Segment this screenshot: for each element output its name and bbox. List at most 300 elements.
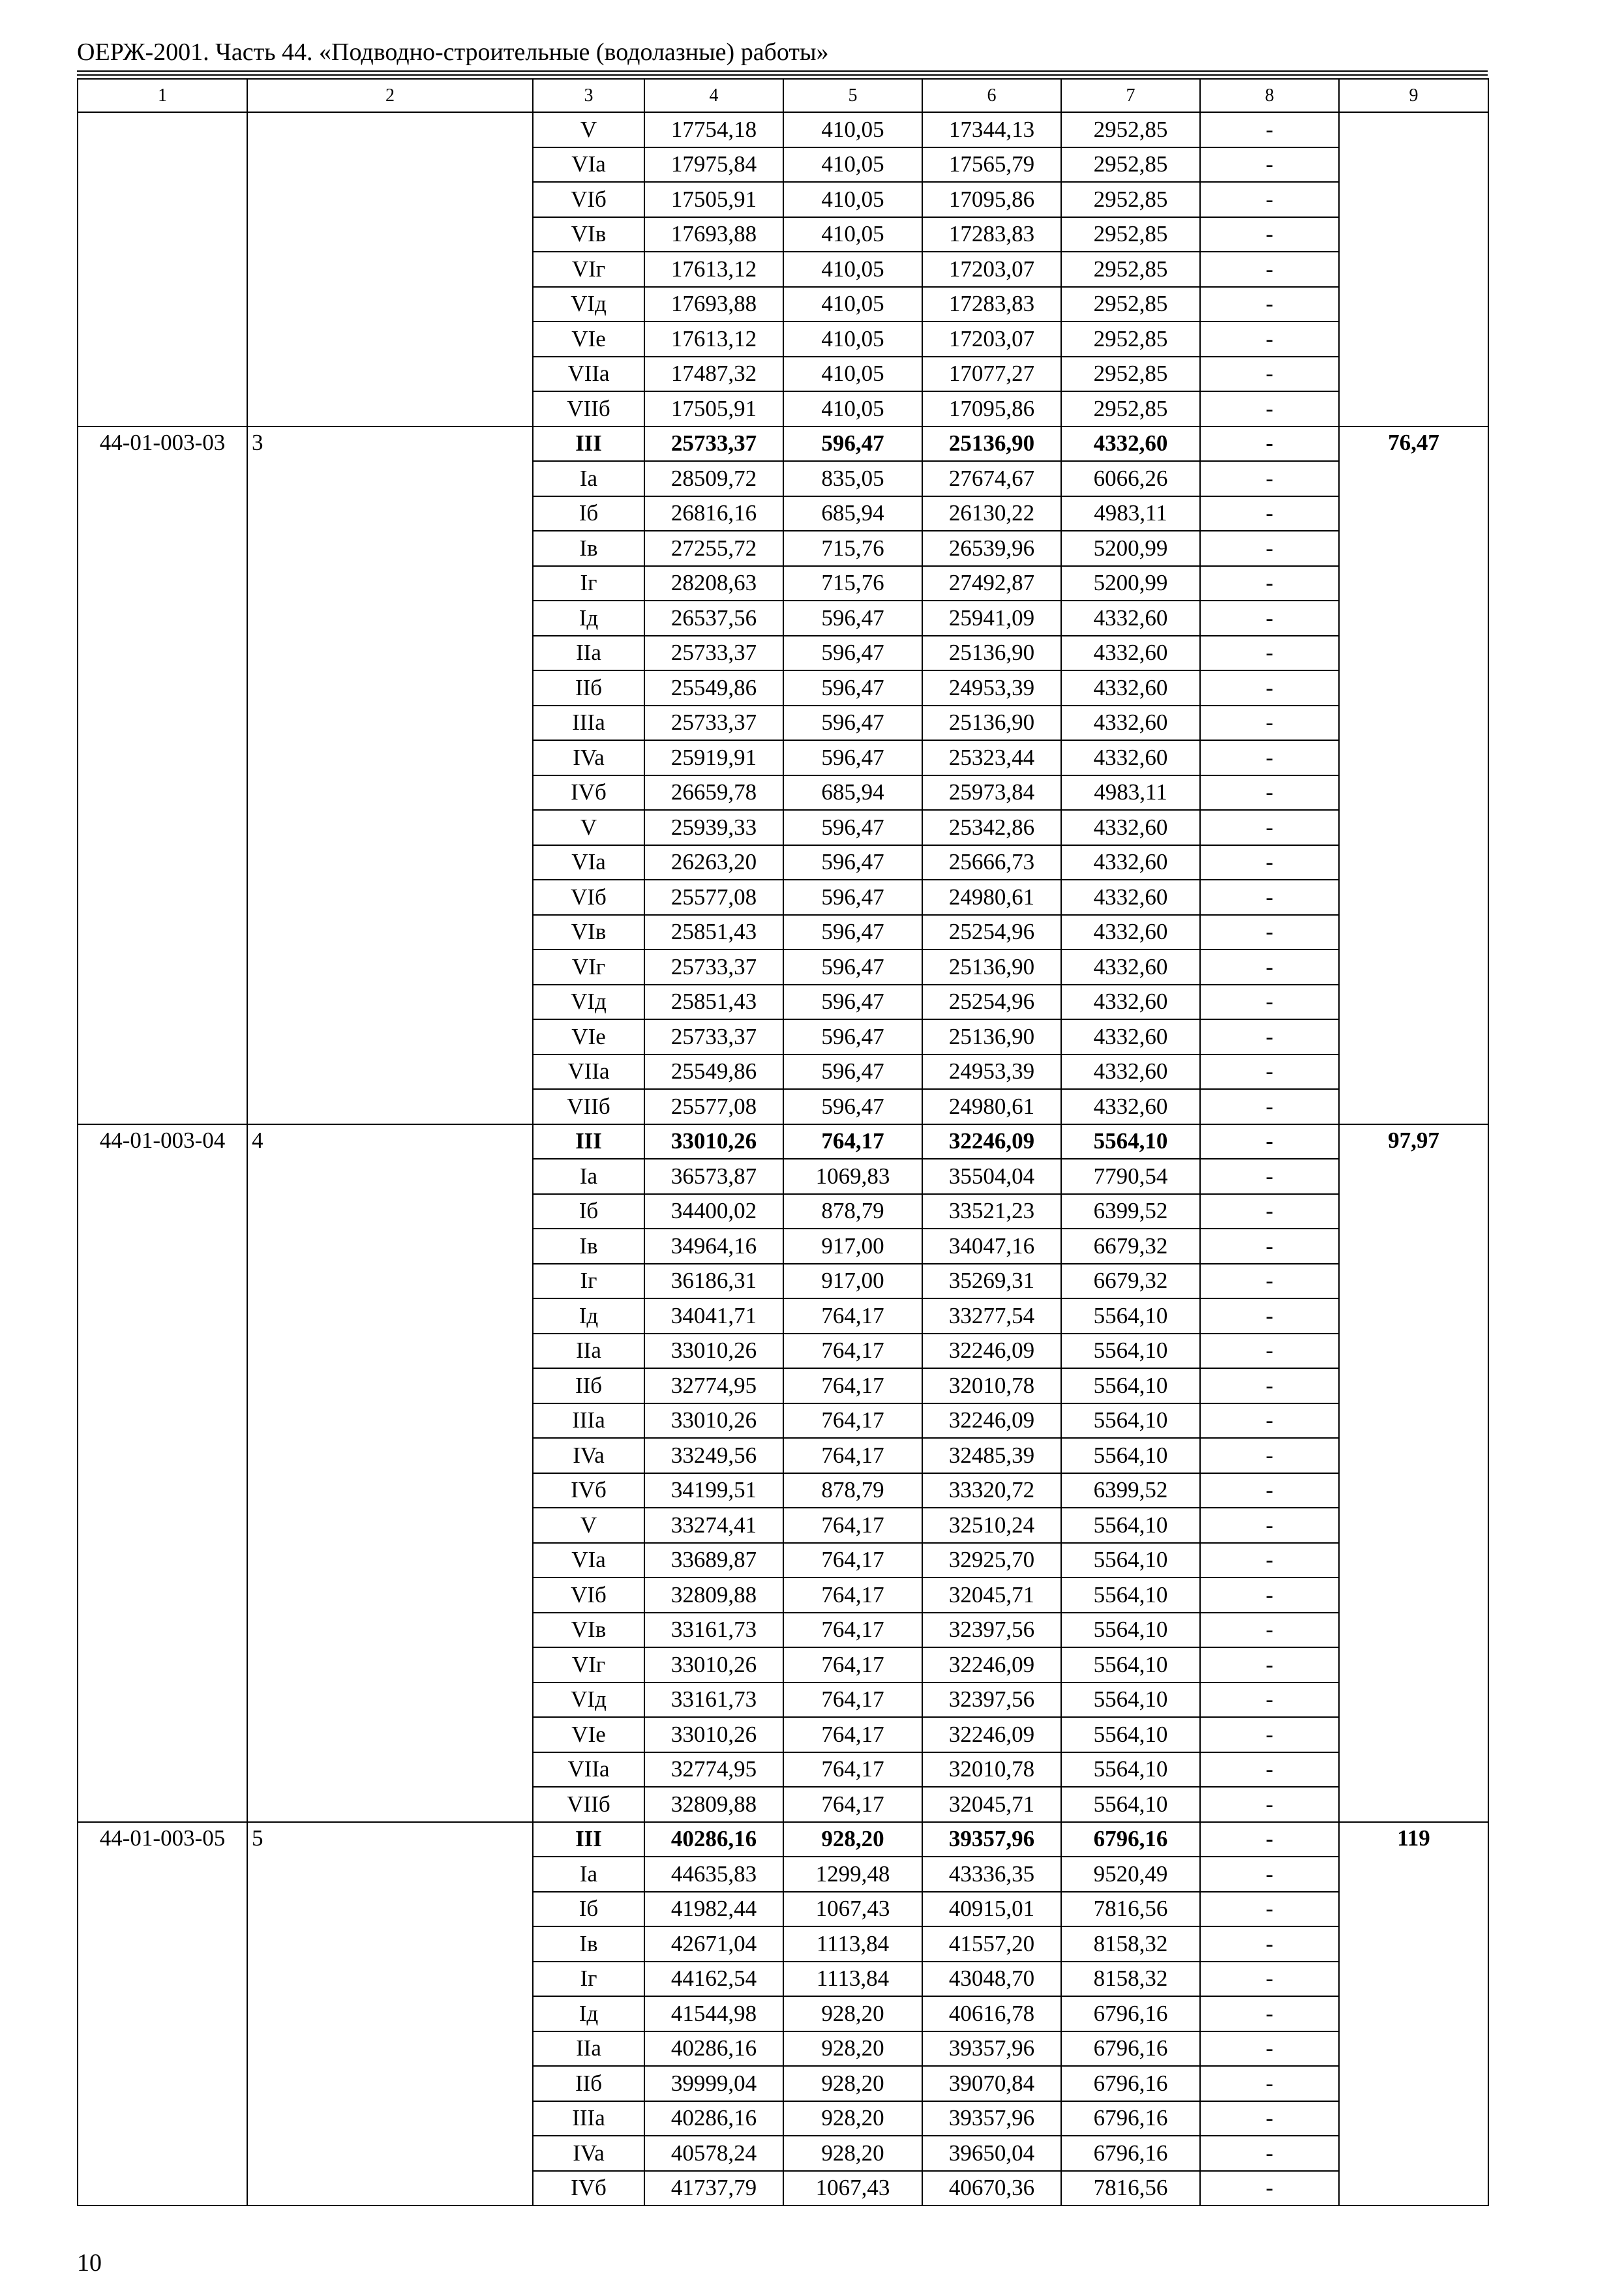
zone-cell: III [533, 1124, 644, 1159]
wage-cost-cell: 685,94 [783, 775, 922, 811]
zone-cell: Iд [533, 601, 644, 636]
total-cost-cell: 41982,44 [644, 1892, 783, 1927]
zone-cell: VIIб [533, 391, 644, 426]
operator-wage-cell: 5564,10 [1061, 1578, 1200, 1613]
operator-wage-cell: 2952,85 [1061, 217, 1200, 252]
wage-cost-cell: 1299,48 [783, 1857, 922, 1892]
machine-cost-cell: 25136,90 [922, 426, 1061, 462]
material-cost-cell: - [1200, 252, 1339, 287]
zone-cell: VIб [533, 1578, 644, 1613]
table-row-main [78, 426, 1488, 462]
machine-cost-cell: 32246,09 [922, 1334, 1061, 1369]
wage-cost-cell: 410,05 [783, 357, 922, 392]
zone-cell: VIг [533, 950, 644, 985]
machine-cost-cell: 25342,86 [922, 810, 1061, 845]
zone-cell: VIe [533, 322, 644, 357]
zone-cell: VIв [533, 915, 644, 950]
total-cost-cell: 25577,08 [644, 1089, 783, 1124]
rate-name-cell: 4 [247, 1124, 533, 1822]
wage-cost-cell: 878,79 [783, 1194, 922, 1229]
wage-cost-cell: 410,05 [783, 287, 922, 322]
total-cost-cell: 33010,26 [644, 1124, 783, 1159]
zone-cell: VIв [533, 217, 644, 252]
zone-cell: VIд [533, 985, 644, 1020]
machine-cost-cell: 24953,39 [922, 670, 1061, 706]
wage-cost-cell: 596,47 [783, 950, 922, 985]
material-cost-cell: - [1200, 1473, 1339, 1508]
wage-cost-cell: 917,00 [783, 1264, 922, 1299]
wage-cost-cell: 596,47 [783, 670, 922, 706]
operator-wage-cell: 2952,85 [1061, 182, 1200, 217]
total-cost-cell: 17505,91 [644, 182, 783, 217]
operator-wage-cell: 5564,10 [1061, 1124, 1200, 1159]
material-cost-cell: - [1200, 1264, 1339, 1299]
material-cost-cell: - [1200, 2136, 1339, 2171]
zone-cell: Iв [533, 1229, 644, 1264]
wage-cost-cell: 596,47 [783, 810, 922, 845]
machine-cost-cell: 41557,20 [922, 1926, 1061, 1962]
material-cost-cell: - [1200, 915, 1339, 950]
operator-wage-cell: 4332,60 [1061, 810, 1200, 845]
zone-cell: IVa [533, 740, 644, 775]
total-cost-cell: 34199,51 [644, 1473, 783, 1508]
wage-cost-cell: 764,17 [783, 1298, 922, 1334]
total-cost-cell: 40286,16 [644, 1822, 783, 1857]
zone-cell: Iб [533, 1892, 644, 1927]
wage-cost-cell: 715,76 [783, 531, 922, 566]
zone-cell: VIa [533, 845, 644, 880]
material-cost-cell: - [1200, 182, 1339, 217]
wage-cost-cell: 764,17 [783, 1124, 922, 1159]
operator-wage-cell: 4983,11 [1061, 496, 1200, 531]
unit-weight-cell: 97,97 [1339, 1124, 1488, 1822]
operator-wage-cell: 7816,56 [1061, 1892, 1200, 1927]
total-cost-cell: 25919,91 [644, 740, 783, 775]
material-cost-cell: - [1200, 1787, 1339, 1822]
machine-cost-cell: 25136,90 [922, 706, 1061, 741]
total-cost-cell: 25733,37 [644, 950, 783, 985]
operator-wage-cell: 5564,10 [1061, 1683, 1200, 1718]
total-cost-cell: 40286,16 [644, 2031, 783, 2067]
total-cost-cell: 17975,84 [644, 147, 783, 183]
material-cost-cell: - [1200, 1892, 1339, 1927]
total-cost-cell: 40286,16 [644, 2101, 783, 2136]
machine-cost-cell: 32045,71 [922, 1578, 1061, 1613]
material-cost-cell: - [1200, 461, 1339, 496]
material-cost-cell: - [1200, 217, 1339, 252]
zone-cell: VIe [533, 1717, 644, 1752]
wage-cost-cell: 596,47 [783, 880, 922, 915]
total-cost-cell: 17487,32 [644, 357, 783, 392]
header-rule-bottom [77, 74, 1488, 76]
total-cost-cell: 41737,79 [644, 2171, 783, 2206]
material-cost-cell: - [1200, 1647, 1339, 1683]
operator-wage-cell: 2952,85 [1061, 252, 1200, 287]
total-cost-cell: 32774,95 [644, 1752, 783, 1788]
wage-cost-cell: 410,05 [783, 391, 922, 426]
material-cost-cell: - [1200, 2066, 1339, 2101]
material-cost-cell: - [1200, 1019, 1339, 1055]
page-header-title: ОЕРЖ-2001. Часть 44. «Подводно-строительные (водолазные) работы» [77, 38, 829, 66]
material-cost-cell: - [1200, 706, 1339, 741]
material-cost-cell: - [1200, 1996, 1339, 2031]
operator-wage-cell: 5564,10 [1061, 1543, 1200, 1578]
operator-wage-cell: 4332,60 [1061, 426, 1200, 462]
wage-cost-cell: 685,94 [783, 496, 922, 531]
zone-cell: VIa [533, 147, 644, 183]
total-cost-cell: 25733,37 [644, 1019, 783, 1055]
machine-cost-cell: 17283,83 [922, 217, 1061, 252]
operator-wage-cell: 5200,99 [1061, 531, 1200, 566]
total-cost-cell: 25577,08 [644, 880, 783, 915]
operator-wage-cell: 6066,26 [1061, 461, 1200, 496]
wage-cost-cell: 764,17 [783, 1683, 922, 1718]
zone-cell: VIд [533, 1683, 644, 1718]
wage-cost-cell: 1113,84 [783, 1926, 922, 1962]
wage-cost-cell: 764,17 [783, 1403, 922, 1439]
machine-cost-cell: 25323,44 [922, 740, 1061, 775]
machine-cost-cell: 25136,90 [922, 636, 1061, 671]
total-cost-cell: 17505,91 [644, 391, 783, 426]
machine-cost-cell: 32397,56 [922, 1613, 1061, 1648]
material-cost-cell: - [1200, 357, 1339, 392]
machine-cost-cell: 33521,23 [922, 1194, 1061, 1229]
column-number: 9 [1339, 79, 1488, 112]
wage-cost-cell: 764,17 [783, 1508, 922, 1543]
total-cost-cell: 26537,56 [644, 601, 783, 636]
wage-cost-cell: 1067,43 [783, 1892, 922, 1927]
machine-cost-cell: 17344,13 [922, 112, 1061, 147]
zone-cell: IIIa [533, 706, 644, 741]
column-number: 3 [533, 79, 644, 112]
total-cost-cell: 40578,24 [644, 2136, 783, 2171]
wage-cost-cell: 596,47 [783, 1089, 922, 1124]
wage-cost-cell: 764,17 [783, 1787, 922, 1822]
zone-cell: VIв [533, 1613, 644, 1648]
total-cost-cell: 36573,87 [644, 1159, 783, 1194]
total-cost-cell: 25851,43 [644, 915, 783, 950]
wage-cost-cell: 1069,83 [783, 1159, 922, 1194]
total-cost-cell: 39999,04 [644, 2066, 783, 2101]
zone-cell: IVб [533, 2171, 644, 2206]
wage-cost-cell: 764,17 [783, 1647, 922, 1683]
wage-cost-cell: 928,20 [783, 2031, 922, 2067]
total-cost-cell: 44635,83 [644, 1857, 783, 1892]
wage-cost-cell: 410,05 [783, 182, 922, 217]
machine-cost-cell: 40670,36 [922, 2171, 1061, 2206]
wage-cost-cell: 917,00 [783, 1229, 922, 1264]
machine-cost-cell: 32010,78 [922, 1752, 1061, 1788]
wage-cost-cell: 715,76 [783, 566, 922, 601]
rates-table [77, 78, 1489, 2206]
total-cost-cell: 25733,37 [644, 426, 783, 462]
total-cost-cell: 33274,41 [644, 1508, 783, 1543]
material-cost-cell: - [1200, 1926, 1339, 1962]
operator-wage-cell: 5564,10 [1061, 1368, 1200, 1403]
material-cost-cell: - [1200, 1962, 1339, 1997]
zone-cell: Iг [533, 1264, 644, 1299]
material-cost-cell: - [1200, 1508, 1339, 1543]
material-cost-cell: - [1200, 1578, 1339, 1613]
operator-wage-cell: 6796,16 [1061, 2031, 1200, 2067]
operator-wage-cell: 4332,60 [1061, 950, 1200, 985]
operator-wage-cell: 4332,60 [1061, 880, 1200, 915]
zone-cell: III [533, 426, 644, 462]
total-cost-cell: 27255,72 [644, 531, 783, 566]
total-cost-cell: 42671,04 [644, 1926, 783, 1962]
operator-wage-cell: 6399,52 [1061, 1194, 1200, 1229]
rate-name-cell: 3 [247, 426, 533, 1124]
operator-wage-cell: 4332,60 [1061, 845, 1200, 880]
operator-wage-cell: 6796,16 [1061, 2101, 1200, 2136]
operator-wage-cell: 6796,16 [1061, 2066, 1200, 2101]
rates-table-body [78, 79, 1488, 2206]
operator-wage-cell: 5564,10 [1061, 1298, 1200, 1334]
zone-cell: IVa [533, 2136, 644, 2171]
zone-cell: IIIa [533, 1403, 644, 1439]
operator-wage-cell: 5564,10 [1061, 1787, 1200, 1822]
total-cost-cell: 28208,63 [644, 566, 783, 601]
material-cost-cell: - [1200, 2101, 1339, 2136]
machine-cost-cell: 17203,07 [922, 252, 1061, 287]
wage-cost-cell: 764,17 [783, 1543, 922, 1578]
operator-wage-cell: 8158,32 [1061, 1962, 1200, 1997]
machine-cost-cell: 27492,87 [922, 566, 1061, 601]
operator-wage-cell: 2952,85 [1061, 147, 1200, 183]
material-cost-cell: - [1200, 1543, 1339, 1578]
zone-cell: Iг [533, 566, 644, 601]
total-cost-cell: 36186,31 [644, 1264, 783, 1299]
operator-wage-cell: 6796,16 [1061, 2136, 1200, 2171]
material-cost-cell: - [1200, 1857, 1339, 1892]
material-cost-cell: - [1200, 950, 1339, 985]
zone-cell: V [533, 112, 644, 147]
zone-cell: VIIб [533, 1089, 644, 1124]
machine-cost-cell: 24980,61 [922, 880, 1061, 915]
operator-wage-cell: 2952,85 [1061, 391, 1200, 426]
machine-cost-cell: 43336,35 [922, 1857, 1061, 1892]
wage-cost-cell: 764,17 [783, 1578, 922, 1613]
column-number: 8 [1200, 79, 1339, 112]
material-cost-cell: - [1200, 601, 1339, 636]
total-cost-cell: 25939,33 [644, 810, 783, 845]
operator-wage-cell: 4332,60 [1061, 985, 1200, 1020]
machine-cost-cell: 32010,78 [922, 1368, 1061, 1403]
material-cost-cell: - [1200, 636, 1339, 671]
operator-wage-cell: 4332,60 [1061, 670, 1200, 706]
material-cost-cell: - [1200, 1298, 1339, 1334]
zone-cell: VIб [533, 880, 644, 915]
total-cost-cell: 34964,16 [644, 1229, 783, 1264]
zone-cell: Ia [533, 1857, 644, 1892]
wage-cost-cell: 928,20 [783, 1996, 922, 2031]
total-cost-cell: 17613,12 [644, 252, 783, 287]
material-cost-cell: - [1200, 845, 1339, 880]
zone-cell: Iг [533, 1962, 644, 1997]
wage-cost-cell: 410,05 [783, 252, 922, 287]
total-cost-cell: 25851,43 [644, 985, 783, 1020]
material-cost-cell: - [1200, 1717, 1339, 1752]
zone-cell: Iб [533, 1194, 644, 1229]
total-cost-cell: 25733,37 [644, 706, 783, 741]
material-cost-cell: - [1200, 1055, 1339, 1090]
wage-cost-cell: 764,17 [783, 1717, 922, 1752]
operator-wage-cell: 6679,32 [1061, 1229, 1200, 1264]
material-cost-cell: - [1200, 496, 1339, 531]
material-cost-cell: - [1200, 426, 1339, 462]
wage-cost-cell: 928,20 [783, 2136, 922, 2171]
operator-wage-cell: 5564,10 [1061, 1647, 1200, 1683]
rate-code-cell: 44-01-003-05 [78, 1822, 247, 2206]
rate-name-cell: 5 [247, 1822, 533, 2206]
material-cost-cell: - [1200, 566, 1339, 601]
operator-wage-cell: 4332,60 [1061, 740, 1200, 775]
material-cost-cell: - [1200, 670, 1339, 706]
machine-cost-cell: 34047,16 [922, 1229, 1061, 1264]
operator-wage-cell: 5564,10 [1061, 1438, 1200, 1473]
operator-wage-cell: 6796,16 [1061, 1822, 1200, 1857]
zone-cell: Iд [533, 1298, 644, 1334]
rate-name-cell [247, 112, 533, 426]
operator-wage-cell: 4332,60 [1061, 706, 1200, 741]
total-cost-cell: 17693,88 [644, 217, 783, 252]
machine-cost-cell: 43048,70 [922, 1962, 1061, 1997]
operator-wage-cell: 5564,10 [1061, 1613, 1200, 1648]
zone-cell: VIг [533, 252, 644, 287]
wage-cost-cell: 596,47 [783, 845, 922, 880]
total-cost-cell: 34041,71 [644, 1298, 783, 1334]
operator-wage-cell: 2952,85 [1061, 322, 1200, 357]
material-cost-cell: - [1200, 112, 1339, 147]
machine-cost-cell: 35504,04 [922, 1159, 1061, 1194]
zone-cell: IIa [533, 1334, 644, 1369]
zone-cell: IIa [533, 2031, 644, 2067]
wage-cost-cell: 596,47 [783, 915, 922, 950]
machine-cost-cell: 39357,96 [922, 2031, 1061, 2067]
material-cost-cell: - [1200, 1683, 1339, 1718]
unit-weight-cell: 119 [1339, 1822, 1488, 2206]
material-cost-cell: - [1200, 740, 1339, 775]
material-cost-cell: - [1200, 775, 1339, 811]
material-cost-cell: - [1200, 531, 1339, 566]
operator-wage-cell: 2952,85 [1061, 112, 1200, 147]
zone-cell: III [533, 1822, 644, 1857]
material-cost-cell: - [1200, 880, 1339, 915]
operator-wage-cell: 7790,54 [1061, 1159, 1200, 1194]
wage-cost-cell: 1113,84 [783, 1962, 922, 1997]
machine-cost-cell: 39650,04 [922, 2136, 1061, 2171]
wage-cost-cell: 410,05 [783, 112, 922, 147]
total-cost-cell: 33010,26 [644, 1647, 783, 1683]
wage-cost-cell: 835,05 [783, 461, 922, 496]
machine-cost-cell: 25941,09 [922, 601, 1061, 636]
material-cost-cell: - [1200, 322, 1339, 357]
machine-cost-cell: 39070,84 [922, 2066, 1061, 2101]
operator-wage-cell: 5564,10 [1061, 1717, 1200, 1752]
table-row [78, 112, 1488, 147]
machine-cost-cell: 32485,39 [922, 1438, 1061, 1473]
machine-cost-cell: 35269,31 [922, 1264, 1061, 1299]
machine-cost-cell: 32045,71 [922, 1787, 1061, 1822]
machine-cost-cell: 27674,67 [922, 461, 1061, 496]
wage-cost-cell: 764,17 [783, 1752, 922, 1788]
material-cost-cell: - [1200, 2031, 1339, 2067]
material-cost-cell: - [1200, 810, 1339, 845]
total-cost-cell: 17693,88 [644, 287, 783, 322]
machine-cost-cell: 33277,54 [922, 1298, 1061, 1334]
material-cost-cell: - [1200, 1334, 1339, 1369]
table-row-main [78, 1124, 1488, 1159]
wage-cost-cell: 928,20 [783, 2101, 922, 2136]
zone-cell: Ia [533, 1159, 644, 1194]
machine-cost-cell: 25136,90 [922, 1019, 1061, 1055]
unit-weight-cell [1339, 112, 1488, 426]
zone-cell: IIб [533, 1368, 644, 1403]
machine-cost-cell: 24980,61 [922, 1089, 1061, 1124]
operator-wage-cell: 4332,60 [1061, 1019, 1200, 1055]
total-cost-cell: 44162,54 [644, 1962, 783, 1997]
machine-cost-cell: 17095,86 [922, 182, 1061, 217]
material-cost-cell: - [1200, 287, 1339, 322]
wage-cost-cell: 1067,43 [783, 2171, 922, 2206]
column-number: 5 [783, 79, 922, 112]
total-cost-cell: 32809,88 [644, 1578, 783, 1613]
machine-cost-cell: 32246,09 [922, 1717, 1061, 1752]
operator-wage-cell: 4983,11 [1061, 775, 1200, 811]
total-cost-cell: 32809,88 [644, 1787, 783, 1822]
total-cost-cell: 33689,87 [644, 1543, 783, 1578]
operator-wage-cell: 6399,52 [1061, 1473, 1200, 1508]
machine-cost-cell: 39357,96 [922, 2101, 1061, 2136]
operator-wage-cell: 5564,10 [1061, 1752, 1200, 1788]
machine-cost-cell: 17203,07 [922, 322, 1061, 357]
material-cost-cell: - [1200, 1124, 1339, 1159]
zone-cell: VIIa [533, 1055, 644, 1090]
operator-wage-cell: 6796,16 [1061, 1996, 1200, 2031]
material-cost-cell: - [1200, 1403, 1339, 1439]
wage-cost-cell: 596,47 [783, 706, 922, 741]
machine-cost-cell: 17095,86 [922, 391, 1061, 426]
operator-wage-cell: 5564,10 [1061, 1508, 1200, 1543]
wage-cost-cell: 764,17 [783, 1613, 922, 1648]
wage-cost-cell: 764,17 [783, 1438, 922, 1473]
column-number: 7 [1061, 79, 1200, 112]
material-cost-cell: - [1200, 1194, 1339, 1229]
wage-cost-cell: 596,47 [783, 601, 922, 636]
machine-cost-cell: 25254,96 [922, 915, 1061, 950]
operator-wage-cell: 4332,60 [1061, 1055, 1200, 1090]
machine-cost-cell: 25973,84 [922, 775, 1061, 811]
material-cost-cell: - [1200, 1438, 1339, 1473]
total-cost-cell: 28509,72 [644, 461, 783, 496]
column-number: 6 [922, 79, 1061, 112]
zone-cell: IVб [533, 775, 644, 811]
total-cost-cell: 26816,16 [644, 496, 783, 531]
column-number-row [78, 79, 1488, 112]
machine-cost-cell: 25666,73 [922, 845, 1061, 880]
material-cost-cell: - [1200, 1229, 1339, 1264]
total-cost-cell: 32774,95 [644, 1368, 783, 1403]
wage-cost-cell: 410,05 [783, 322, 922, 357]
zone-cell: VIб [533, 182, 644, 217]
wage-cost-cell: 596,47 [783, 1019, 922, 1055]
operator-wage-cell: 4332,60 [1061, 636, 1200, 671]
zone-cell: V [533, 810, 644, 845]
total-cost-cell: 17754,18 [644, 112, 783, 147]
machine-cost-cell: 17077,27 [922, 357, 1061, 392]
machine-cost-cell: 32246,09 [922, 1647, 1061, 1683]
wage-cost-cell: 410,05 [783, 217, 922, 252]
